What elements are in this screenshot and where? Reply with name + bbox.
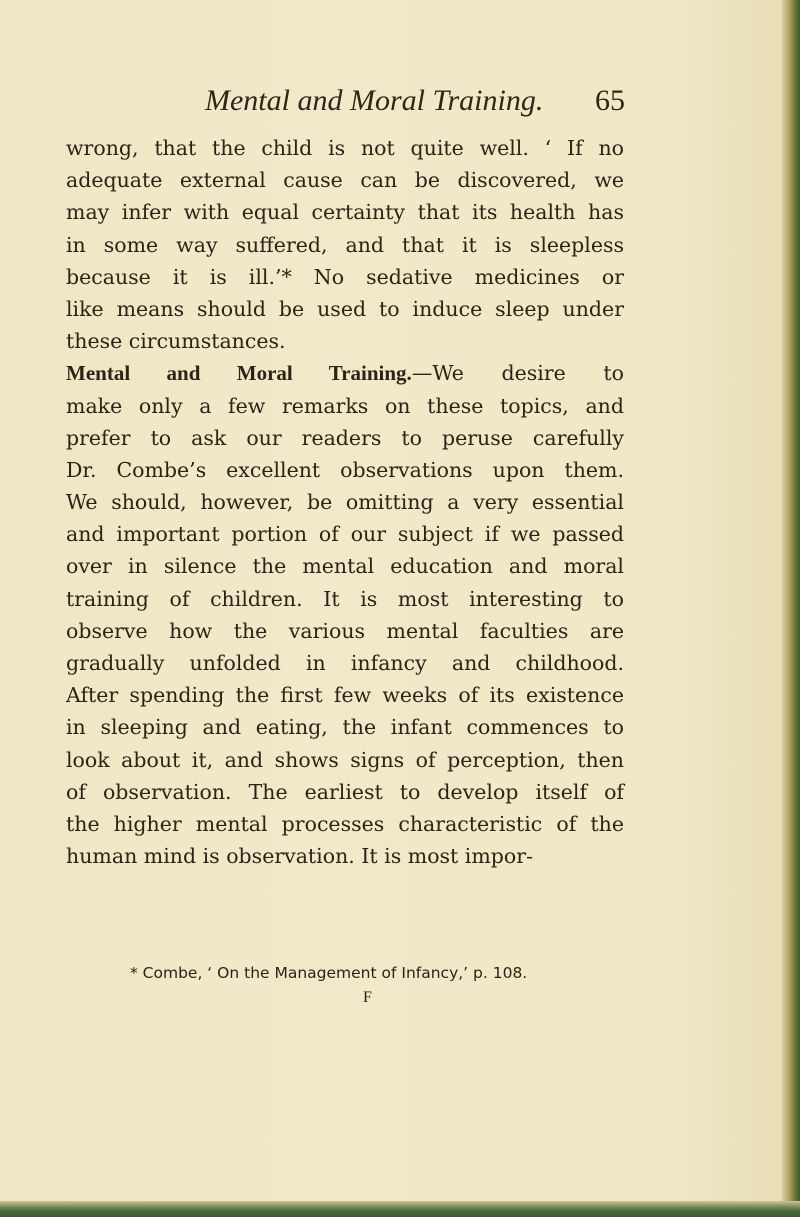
section-first-line [66,357,624,389]
footnote: * Combe, ‘ On the Management of Infancy,’ p. 108. [130,964,528,982]
text-line: like means should be used to induce sleep under [66,296,624,321]
page-number: 65 [595,84,625,117]
text-line: make only a few remarks on these topics, and [66,393,624,418]
text-line: these circumstances. [66,329,286,354]
text-line: gradually unfolded in infancy and childhood. [66,651,624,675]
text-line: prefer to ask our readers to peruse carefully [66,425,624,450]
text-line: observe how the various mental faculties are [66,618,624,643]
text-line: because it is ill.’* No sedative medicines or [66,264,624,289]
page-header [205,84,625,120]
text-line: may infer with equal certainty that its health has [66,200,624,225]
text-line: human mind is observation. It is most impor- [66,844,533,869]
page-edge-right [782,0,800,1217]
signature-mark: F [363,989,372,1006]
text-line: in some way suffered, and that it is sleepless [66,232,624,257]
text-line: and important portion of our subject if we passed [66,522,624,547]
text-line: adequate external cause can be discovered, we [66,168,624,193]
text-line: the higher mental processes characteristic of the [66,811,624,836]
text-line: wrong, that the child is not quite well. ‘ If no [66,136,624,160]
text-line: of observation. The earliest to develop itself of [66,779,624,804]
text-line: After spending the first few weeks of its existence [66,683,624,708]
page-edge-bottom [0,1201,800,1217]
body-text [66,132,624,872]
section-heading: Mental and Moral Training. [66,361,412,386]
running-title: Mental and Moral Training. [205,84,544,117]
text-line: training of children. It is most interesting to [66,586,624,611]
text-line: in sleeping and eating, the infant commences to [66,715,624,740]
text-line: over in silence the mental education and moral [66,554,624,579]
section-first-line-rest: —We desire to [411,361,624,386]
text-line: We should, however, be omitting a very essential [66,490,624,515]
text-line: look about it, and shows signs of perception, then [66,747,624,772]
text-line: Dr. Combe’s excellent observations upon them. [66,457,624,482]
